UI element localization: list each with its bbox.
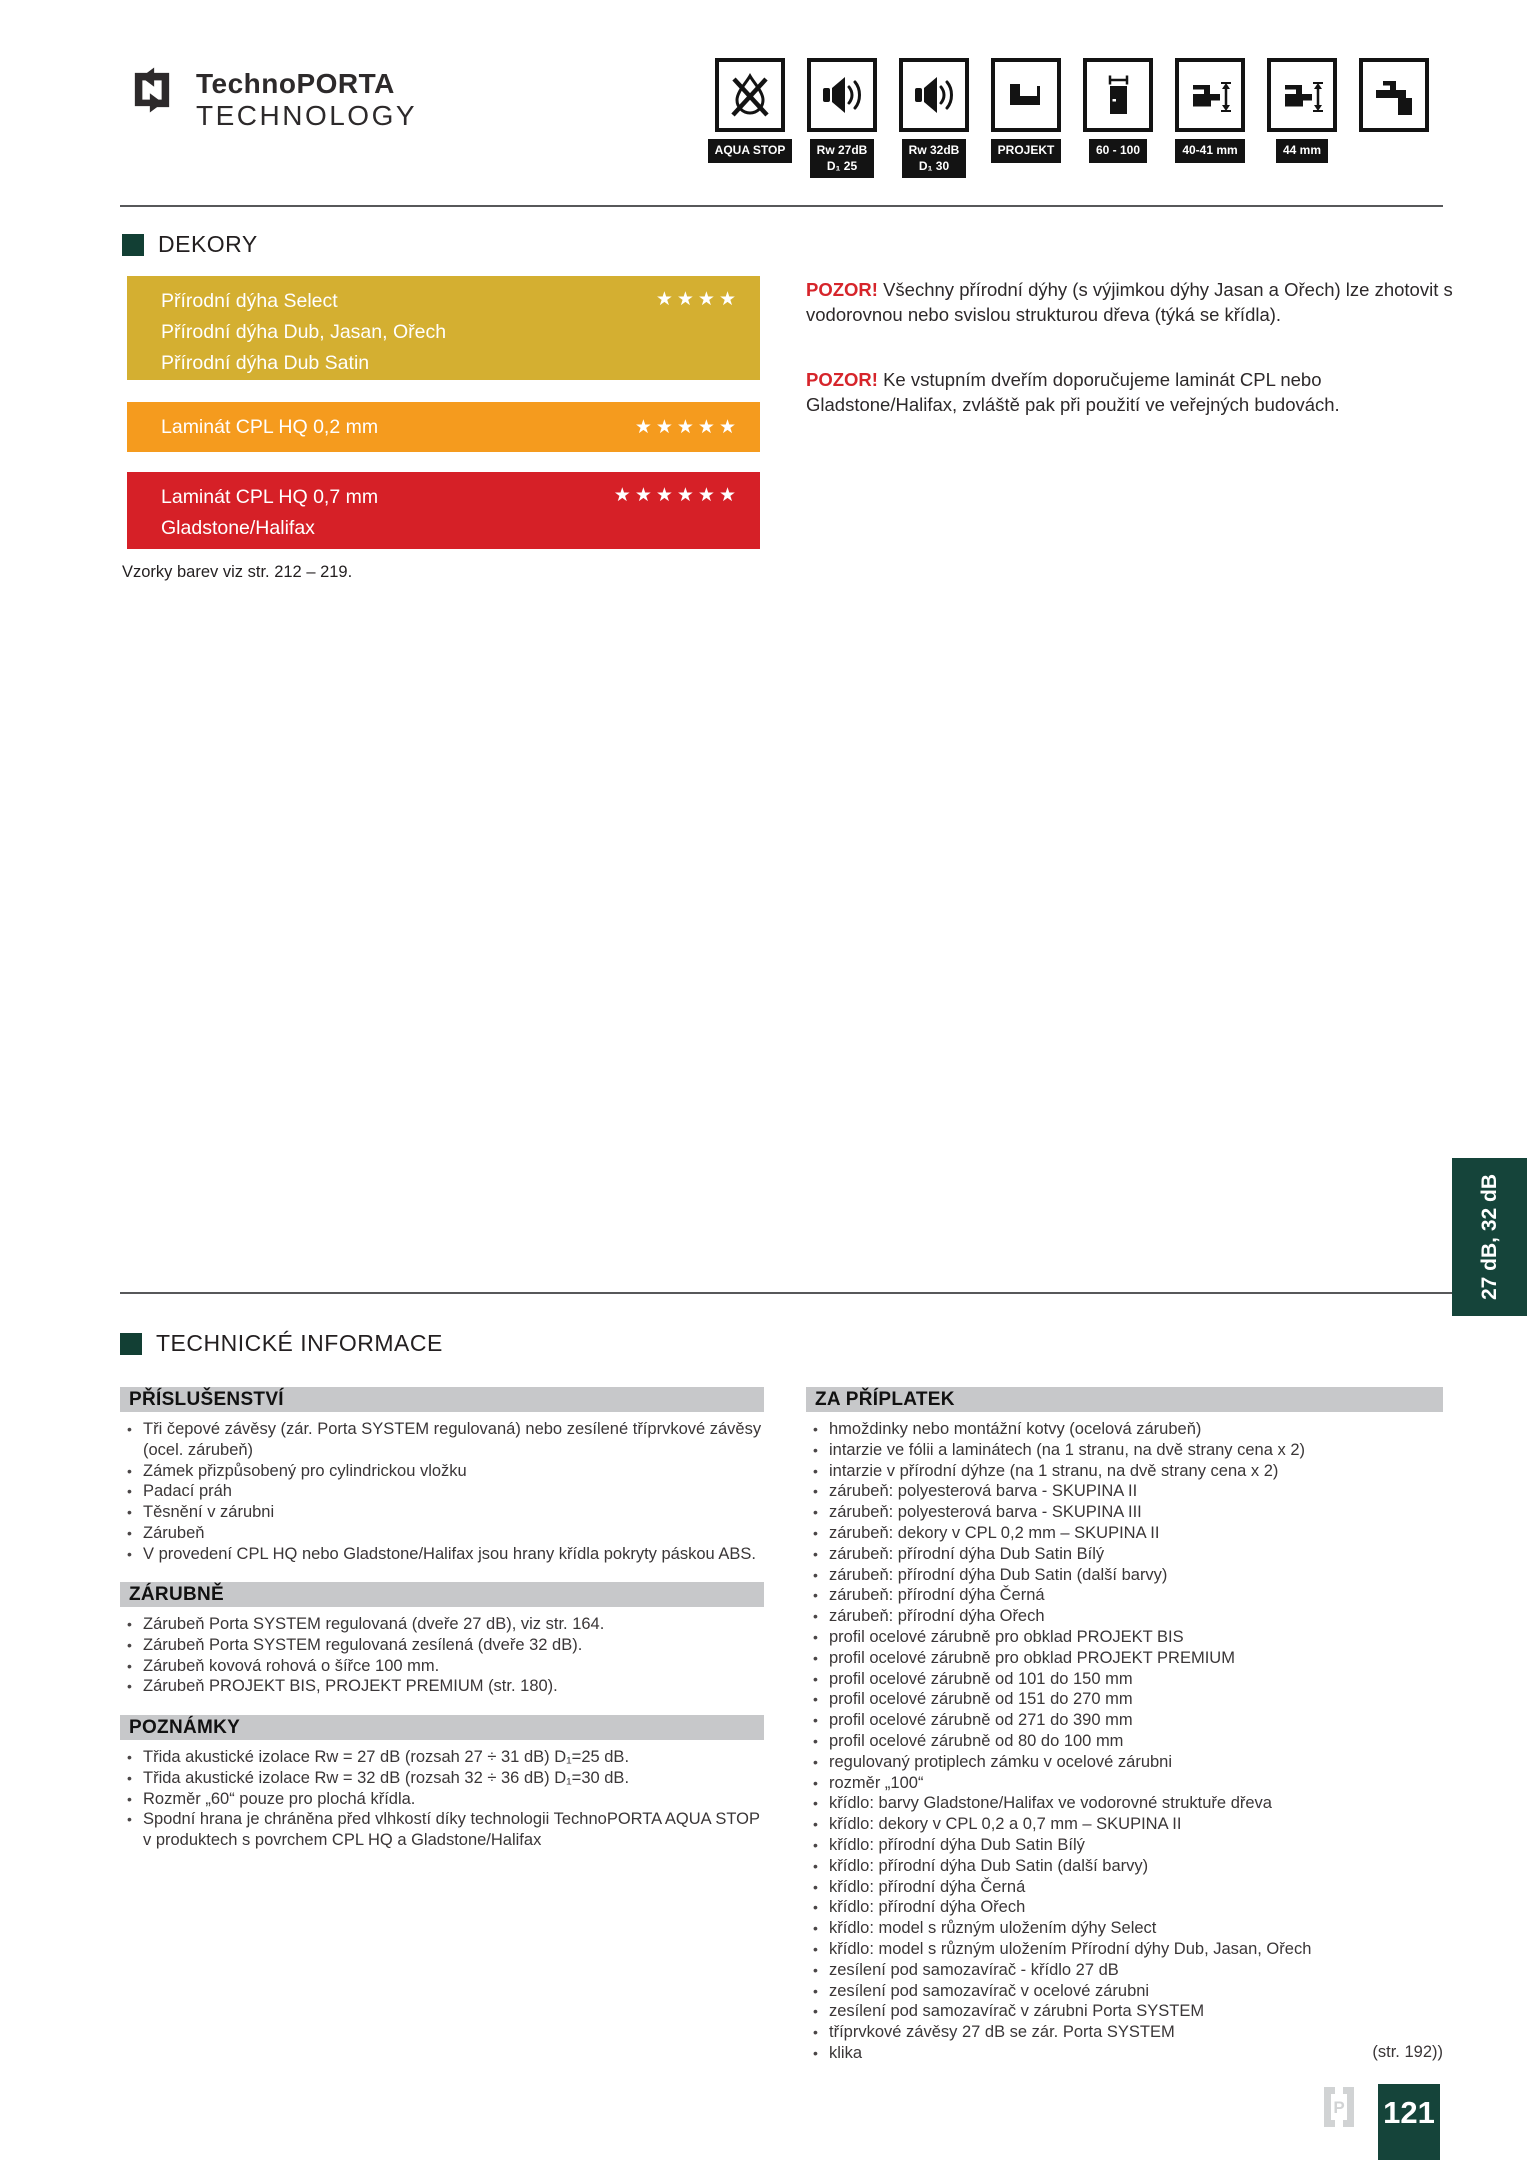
list-item: • zesílení pod samozavírač - křídlo 27 dB (806, 1960, 1443, 1981)
surcharge-section (806, 1387, 1443, 2064)
list-item: • zesílení pod samozavírač v zárubni Porta SYSTEM (806, 2001, 1443, 2022)
technical-info-heading (120, 1330, 443, 1357)
remarks-section (120, 1715, 764, 1851)
remarks-list (120, 1747, 764, 1851)
list-item: • profil ocelové zárubně pro obklad PROJEKT BIS (806, 1627, 1443, 1648)
list-item: • křídlo: přírodní dýha Ořech (806, 1897, 1443, 1918)
feature-label: 60 - 100 (1089, 139, 1147, 163)
accessories-section (120, 1387, 764, 1565)
decor-line: Přírodní dýha Select (161, 290, 338, 312)
warning-text: Ke vstupním dveřím doporučujeme laminát CPL nebo Gladstone/Halifax, zvláště pak při použití ve veřejných budovách. (806, 368, 1340, 415)
list-item: • rozměr „100“ (806, 1773, 1443, 1794)
decor-bar-natural-veneer (127, 276, 760, 380)
subsection-header: POZNÁMKY (120, 1715, 764, 1740)
feature-thickness-40 (1164, 58, 1256, 178)
list-item: • křídlo: dekory v CPL 0,2 a 0,7 mm – SKUPINA II (806, 1814, 1443, 1835)
list-item: • křídlo: přírodní dýha Dub Satin Bílý (806, 1835, 1443, 1856)
list-item: • Zárubeň (120, 1523, 764, 1544)
list-item: • zárubeň: dekory v CPL 0,2 mm – SKUPINA II (806, 1523, 1443, 1544)
green-square-bullet (120, 1333, 142, 1355)
list-item: • regulovaný protiplech zámku v ocelové zárubni (806, 1752, 1443, 1773)
list-item: • V provedení CPL HQ nebo Gladstone/Halifax jsou hrany křídla pokryty páskou ABS. (120, 1544, 764, 1565)
brand-text (196, 58, 417, 130)
divider (120, 205, 1443, 207)
feature-label: AQUA STOP (708, 139, 793, 163)
color-samples-note: Vzorky barev viz str. 212 – 219. (122, 563, 353, 581)
dekory-heading (122, 231, 258, 258)
subsection-header: ZÁRUBNĚ (120, 1582, 764, 1607)
page-reference: (str. 192)) (1372, 2043, 1443, 2061)
feature-label: Rw 27dB D₁ 25 (810, 139, 875, 178)
door-width-icon (1083, 58, 1153, 132)
surcharge-list (806, 1419, 1443, 2064)
decor-line: Přírodní dýha Dub, Jasan, Ořech (161, 321, 447, 343)
list-item: • Padací práh (120, 1481, 764, 1502)
decor-line: Gladstone/Halifax (161, 517, 315, 539)
warning-note (806, 277, 1456, 327)
list-item: • křídlo: přírodní dýha Černá (806, 1877, 1443, 1898)
list-item: • klika (806, 2043, 1443, 2064)
warning-note (806, 367, 1456, 417)
list-item: • Zámek přizpůsobený pro cylindrickou vložku (120, 1461, 764, 1482)
projekt-frame-icon (991, 58, 1061, 132)
list-item: • zárubeň: přírodní dýha Ořech (806, 1606, 1443, 1627)
warning-lead: POZOR! (806, 278, 878, 300)
decor-bar-cpl-02 (127, 402, 760, 452)
list-item: • intarzie v přírodní dýhze (na 1 stranu, na dvě strany cena x 2) (806, 1461, 1443, 1482)
brand-subtitle: TECHNOLOGY (196, 100, 418, 131)
technoporta-logo-icon (122, 58, 182, 122)
porta-logo-icon (1320, 2084, 1358, 2130)
list-item: • Třida akustické izolace Rw = 32 dB (rozsah 32 ÷ 36 dB) D₁=30 dB. (120, 1768, 764, 1789)
feature-label: PROJEKT (991, 139, 1062, 163)
list-item: • profil ocelové zárubně pro obklad PROJEKT PREMIUM (806, 1648, 1443, 1669)
speaker-icon (899, 58, 969, 132)
list-item: • křídlo: model s různým uložením dýhy Select (806, 1918, 1443, 1939)
list-item: • zárubeň: polyesterová barva - SKUPINA II (806, 1481, 1443, 1502)
feature-projekt (980, 58, 1072, 178)
list-item: • Těsnění v zárubni (120, 1502, 764, 1523)
acoustic-class-tab (1452, 1158, 1527, 1316)
decor-line: Laminát CPL HQ 0,2 mm (161, 416, 379, 438)
star-rating: ★★★★★ (634, 417, 740, 438)
list-item: • zesílení pod samozavírač v ocelové zárubni (806, 1981, 1443, 2002)
list-item: • Spodní hrana je chráněna před vlhkostí díky technologii TechnoPORTA AQUA STOP v produktech s povrchem CPL HQ a Gladstone/Halifax (120, 1809, 764, 1851)
feature-label: 44 mm (1276, 139, 1328, 163)
accessories-list (120, 1419, 764, 1565)
warning-lead: POZOR! (806, 368, 878, 390)
acoustic-class-label: 27 dB, 32 dB (1478, 1173, 1501, 1301)
list-item: • hmoždinky nebo montážní kotvy (ocelová zárubeň) (806, 1419, 1443, 1440)
list-item: • intarzie ve fólii a laminátech (na 1 stranu, na dvě strany cena x 2) (806, 1440, 1443, 1461)
list-item: • tříprvkové závěsy 27 dB se zár. Porta SYSTEM (806, 2022, 1443, 2043)
decor-line: Přírodní dýha Dub Satin (161, 352, 370, 374)
list-item: • Rozměr „60“ pouze pro plochá křídla. (120, 1789, 764, 1810)
feature-acoustic-27 (796, 58, 888, 178)
divider (120, 1292, 1452, 1294)
list-item: • zárubeň: přírodní dýha Dub Satin (další barvy) (806, 1565, 1443, 1586)
feature-acoustic-32 (888, 58, 980, 178)
list-item: • profil ocelové zárubně od 271 do 390 mm (806, 1710, 1443, 1731)
list-item: • Zárubeň Porta SYSTEM regulovaná (dveře 27 dB), viz str. 164. (120, 1614, 764, 1635)
list-item: • zárubeň: přírodní dýha Dub Satin Bílý (806, 1544, 1443, 1565)
feature-rebated-edge (1348, 58, 1440, 178)
decor-line: Laminát CPL HQ 0,7 mm (161, 486, 379, 508)
list-item: • profil ocelové zárubně od 151 do 270 mm (806, 1689, 1443, 1710)
decor-bar-cpl-07 (127, 472, 760, 549)
list-item: • zárubeň: přírodní dýha Černá (806, 1585, 1443, 1606)
feature-thickness-44 (1256, 58, 1348, 178)
feature-label: Rw 32dB D₁ 30 (902, 139, 967, 178)
aqua-stop-icon (715, 58, 785, 132)
list-item: • Tři čepové závěsy (zár. Porta SYSTEM regulovaná) nebo zesílené tříprvkové závěsy (ocel. zárubeň) (120, 1419, 764, 1461)
feature-label: 40-41 mm (1175, 139, 1244, 163)
frames-list (120, 1614, 764, 1697)
leaf-thickness-icon (1267, 58, 1337, 132)
list-item: • Zárubeň kovová rohová o šířce 100 mm. (120, 1656, 764, 1677)
list-item: • křídlo: přírodní dýha Dub Satin (další barvy) (806, 1856, 1443, 1877)
list-item: • křídlo: model s různým uložením Přírodní dýhy Dub, Jasan, Ořech (806, 1939, 1443, 1960)
list-item: • Zárubeň PROJEKT BIS, PROJEKT PREMIUM (str. 180). (120, 1676, 764, 1697)
subsection-header: ZA PŘÍPLATEK (806, 1387, 1443, 1412)
list-item: • Třida akustické izolace Rw = 27 dB (rozsah 27 ÷ 31 dB) D₁=25 dB. (120, 1747, 764, 1768)
brand-name: TechnoPORTA (196, 68, 395, 99)
list-item: • profil ocelové zárubně od 80 do 100 mm (806, 1731, 1443, 1752)
rebated-edge-icon (1359, 58, 1429, 132)
porta-logo-letter: P (1333, 2098, 1345, 2117)
feature-icon-strip (704, 58, 1440, 178)
brand-logo (122, 58, 417, 130)
page-number: 121 (1383, 2095, 1435, 2130)
leaf-thickness-icon (1175, 58, 1245, 132)
list-item: • profil ocelové zárubně od 101 do 150 mm (806, 1669, 1443, 1690)
speaker-icon (807, 58, 877, 132)
subsection-header: PŘÍSLUŠENSTVÍ (120, 1387, 764, 1412)
list-item: • křídlo: barvy Gladstone/Halifax ve vodorovné struktuře dřeva (806, 1793, 1443, 1814)
feature-door-width (1072, 58, 1164, 178)
green-square-bullet (122, 234, 144, 256)
feature-aqua-stop (704, 58, 796, 178)
list-item: • Zárubeň Porta SYSTEM regulovaná zesílená (dveře 32 dB). (120, 1635, 764, 1656)
warning-text: Všechny přírodní dýhy (s výjimkou dýhy Jasan a Ořech) lze zhotovit s vodorovnou nebo svislou strukturou dřeva (týká se křídla). (806, 278, 1453, 325)
frames-section (120, 1582, 764, 1697)
section-title: TECHNICKÉ INFORMACE (156, 1330, 443, 1356)
star-rating: ★★★★ (655, 289, 740, 310)
star-rating: ★★★★★★ (613, 485, 740, 506)
list-item: • zárubeň: polyesterová barva - SKUPINA III (806, 1502, 1443, 1523)
section-title: DEKORY (158, 231, 258, 257)
page-number-badge (1378, 2084, 1440, 2160)
